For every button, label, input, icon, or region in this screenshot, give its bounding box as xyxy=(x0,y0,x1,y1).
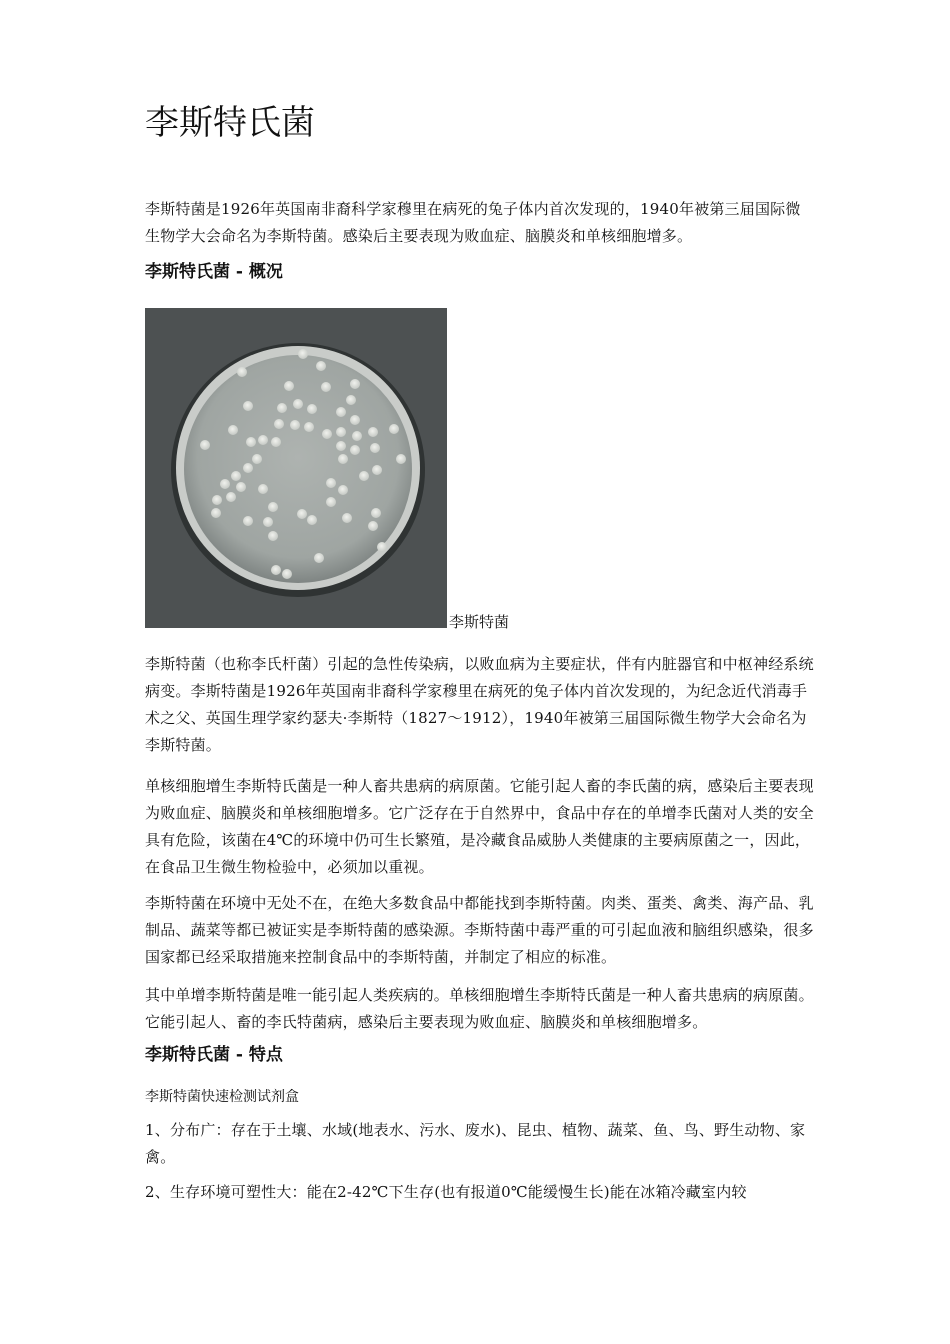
feature-item-distribution: 1、分布广：存在于土壤、水域(地表水、污水、废水)、昆虫、植物、蔬菜、鱼、鸟、野生动物、家禽。 xyxy=(145,1121,806,1166)
paragraph-definition: 李斯特菌（也称李氏杆菌）引起的急性传染病，以败血病为主要症状，伴有内脏器官和中枢神经系统病变。李斯特菌是1926年英国南非裔科学家穆里在病死的兔子体内首次发现的，为纪念近代消毒手术之父、英国生理学家约瑟夫·李斯特（1827～1912），1940年被第三届国际微生物学大会命名为李斯特菌。 xyxy=(145,655,814,754)
kit-label: 李斯特菌快速检测试剂盒 xyxy=(145,1089,299,1105)
intro-paragraph: 李斯特菌是1926年英国南非裔科学家穆里在病死的兔子体内首次发现的，1940年被第三届国际微生物学大会命名为李斯特菌。感染后主要表现为败血症、脑膜炎和单核细胞增多。 xyxy=(145,200,801,245)
figure xyxy=(145,308,447,628)
petri-dish-image xyxy=(145,308,447,628)
figure-caption: 李斯特菌 xyxy=(449,613,510,631)
paragraph-pathogen: 单核细胞增生李斯特氏菌是一种人畜共患病的病原菌。它能引起人畜的李氏菌的病，感染后主要表现为败血症、脑膜炎和单核细胞增多。它广泛存在于自然界中，食品中存在的单增李氏菌对人类的安全具有危险，该菌在4℃的环境中仍可生长繁殖，是冷藏食品威胁人类健康的主要病原菌之一，因此，在食品卫生微生物检验中，必须加以重视。 xyxy=(145,777,814,876)
paragraph-environment: 李斯特菌在环境中无处不在，在绝大多数食品中都能找到李斯特菌。肉类、蛋类、禽类、海产品、乳制品、蔬菜等都已被证实是李斯特菌的感染源。李斯特菌中毒严重的可引起血液和脑组织感染，很多国家都已经采取措施来控制食品中的李斯特菌，并制定了相应的标准。 xyxy=(145,894,814,966)
petri-dish-colonies-image xyxy=(145,308,447,628)
section-heading-features: 李斯特氏菌 - 特点 xyxy=(145,1045,283,1065)
page-title: 李斯特氏菌 xyxy=(145,103,315,143)
feature-item-environment: 2、生存环境可塑性大：能在2-42℃下生存(也有报道0℃能缓慢生长)能在冰箱冷藏室内较 xyxy=(145,1183,747,1201)
paragraph-human-disease: 其中单增李斯特菌是唯一能引起人类疾病的。单核细胞增生李斯特氏菌是一种人畜共患病的病原菌。它能引起人、畜的李氏特菌病，感染后主要表现为败血症、脑膜炎和单核细胞增多。 xyxy=(145,986,814,1031)
section-heading-overview: 李斯特氏菌 - 概况 xyxy=(145,262,283,282)
